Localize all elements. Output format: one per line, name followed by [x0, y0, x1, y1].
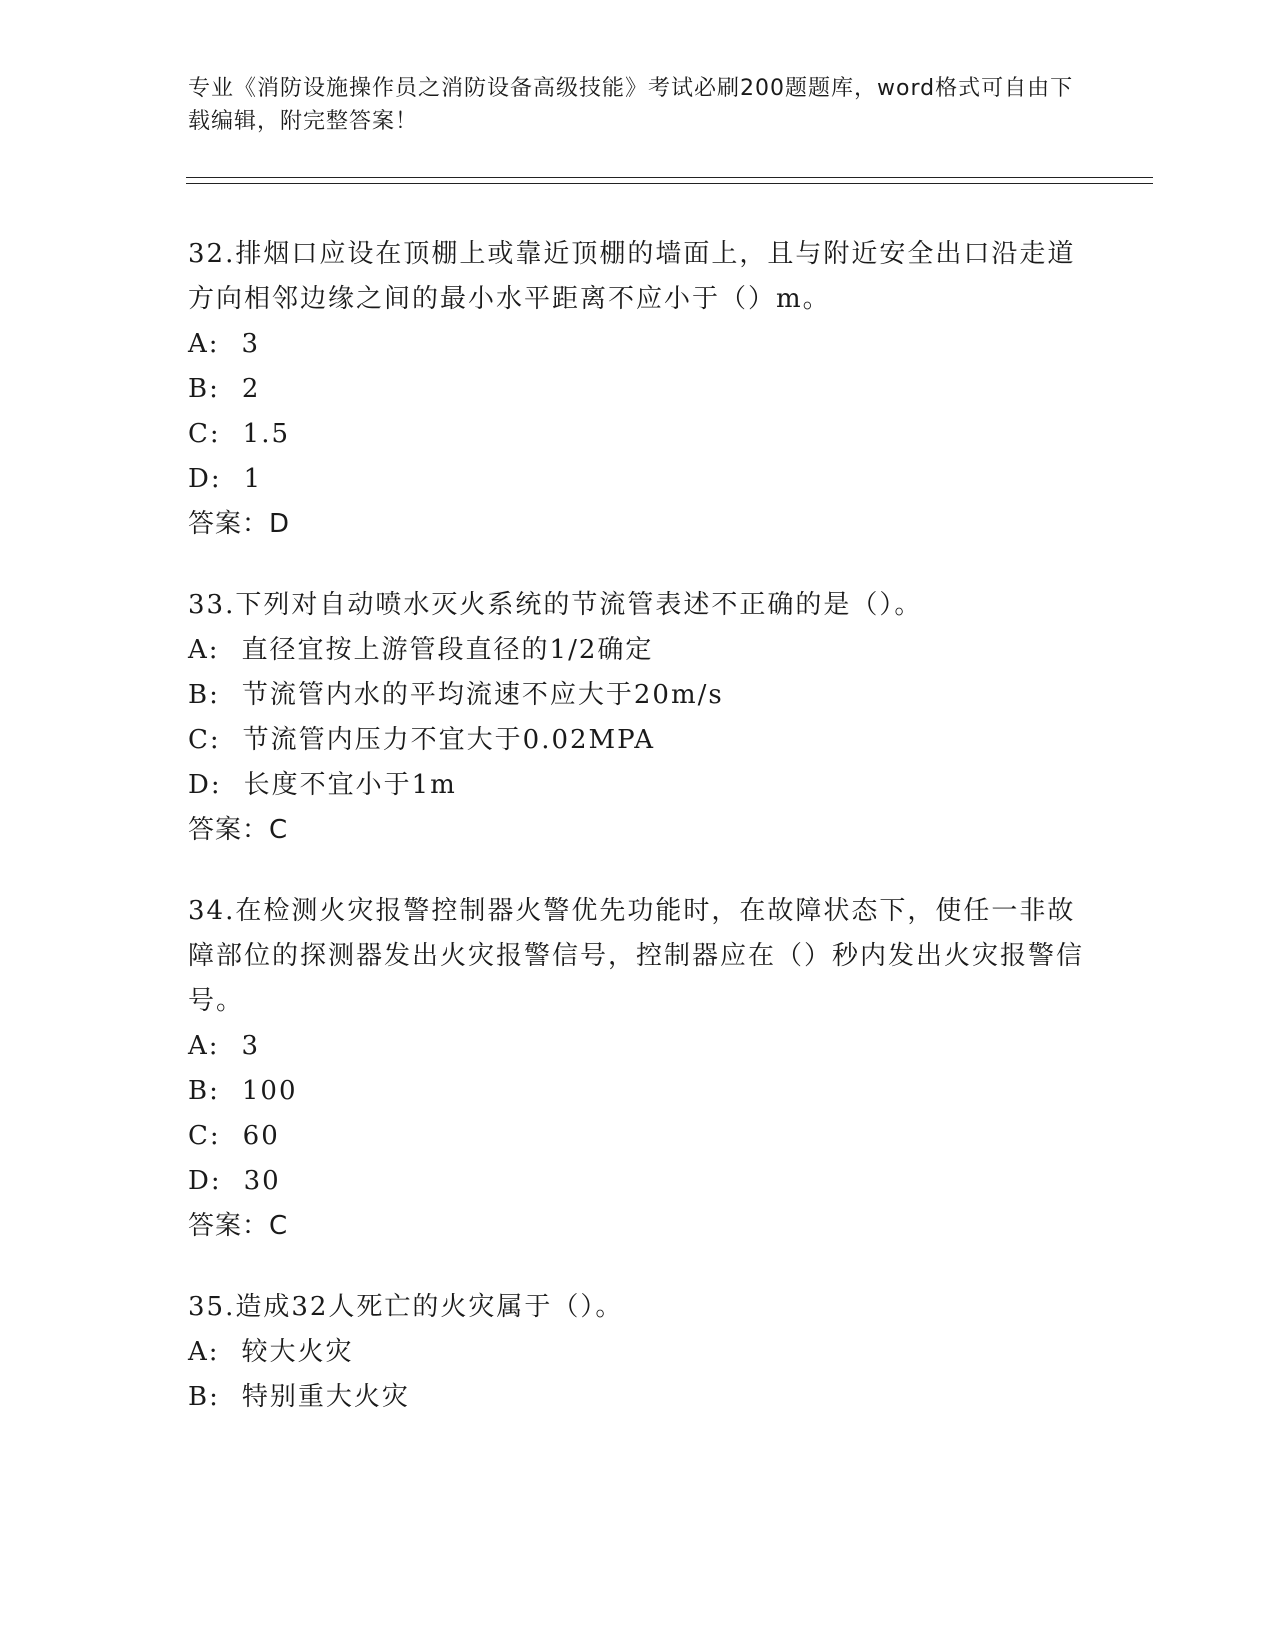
option-text: 节流管内水的平均流速不应大于20m/s: [241, 680, 724, 710]
option-d: [188, 763, 1088, 808]
answer-line: 答案：D: [188, 509, 291, 539]
option-d: [188, 1159, 1088, 1204]
option-text: 长度不宜小于1m: [243, 770, 457, 800]
option-text: 30: [243, 1166, 281, 1196]
question-35: [188, 1285, 1088, 1420]
option-letter: A:: [188, 1337, 220, 1367]
option-letter: C:: [188, 725, 221, 755]
option-b: [188, 673, 1088, 718]
option-letter: B:: [188, 680, 220, 710]
option-text: 特别重大火灾: [241, 1382, 410, 1412]
option-text: 60: [242, 1121, 280, 1151]
option-b: [188, 1069, 1088, 1114]
question-stem: 35.造成32人死亡的火灾属于（）。: [188, 1292, 624, 1322]
answer-line: 答案：C: [188, 1211, 289, 1241]
option-b: [188, 1375, 1088, 1420]
option-text: 3: [241, 329, 261, 359]
option-letter: B:: [188, 374, 220, 404]
option-a: [188, 628, 1088, 673]
option-letter: C:: [188, 1121, 221, 1151]
option-text: 2: [241, 374, 261, 404]
header-divider-bottom: [186, 183, 1153, 184]
option-text: 1.5: [242, 419, 291, 449]
question-32: [188, 232, 1088, 547]
option-text: 较大火灾: [241, 1337, 354, 1367]
option-letter: D:: [188, 464, 222, 494]
option-b: [188, 367, 1088, 412]
option-a: [188, 322, 1088, 367]
option-d: [188, 457, 1088, 502]
question-stem: 34.在检测火灾报警控制器火警优先功能时，在故障状态下，使任一非故障部位的探测器发出火灾报警信号，控制器应在（）秒内发出火灾报警信号。: [188, 896, 1085, 1016]
option-letter: A:: [188, 635, 220, 665]
option-letter: D:: [188, 770, 222, 800]
question-33: [188, 583, 1088, 853]
option-letter: B:: [188, 1076, 220, 1106]
answer-line: 答案：C: [188, 815, 289, 845]
question-stem: 32.排烟口应设在顶棚上或靠近顶棚的墙面上，且与附近安全出口沿走道方向相邻边缘之间的最小水平距离不应小于（）m。: [188, 239, 1076, 314]
option-letter: C:: [188, 419, 221, 449]
option-a: [188, 1024, 1088, 1069]
option-text: 3: [241, 1031, 261, 1061]
question-34: [188, 889, 1088, 1249]
option-letter: D:: [188, 1166, 222, 1196]
option-text: 1: [243, 464, 263, 494]
option-c: [188, 1114, 1088, 1159]
option-letter: A:: [188, 329, 220, 359]
option-letter: B:: [188, 1382, 220, 1412]
question-list: [188, 232, 1088, 1456]
option-c: [188, 718, 1088, 763]
option-c: [188, 412, 1088, 457]
option-a: [188, 1330, 1088, 1375]
document-header: 专业《消防设施操作员之消防设备高级技能》考试必刷200题题库，word格式可自由下载编辑，附完整答案！: [188, 76, 1074, 134]
option-text: 100: [241, 1076, 298, 1106]
question-stem: 33.下列对自动喷水灭火系统的节流管表述不正确的是（）。: [188, 590, 923, 620]
header-divider-top: [186, 177, 1153, 178]
option-text: 直径宜按上游管段直径的1/2确定: [241, 635, 654, 665]
option-text: 节流管内压力不宜大于0.02MPA: [242, 725, 656, 755]
option-letter: A:: [188, 1031, 220, 1061]
